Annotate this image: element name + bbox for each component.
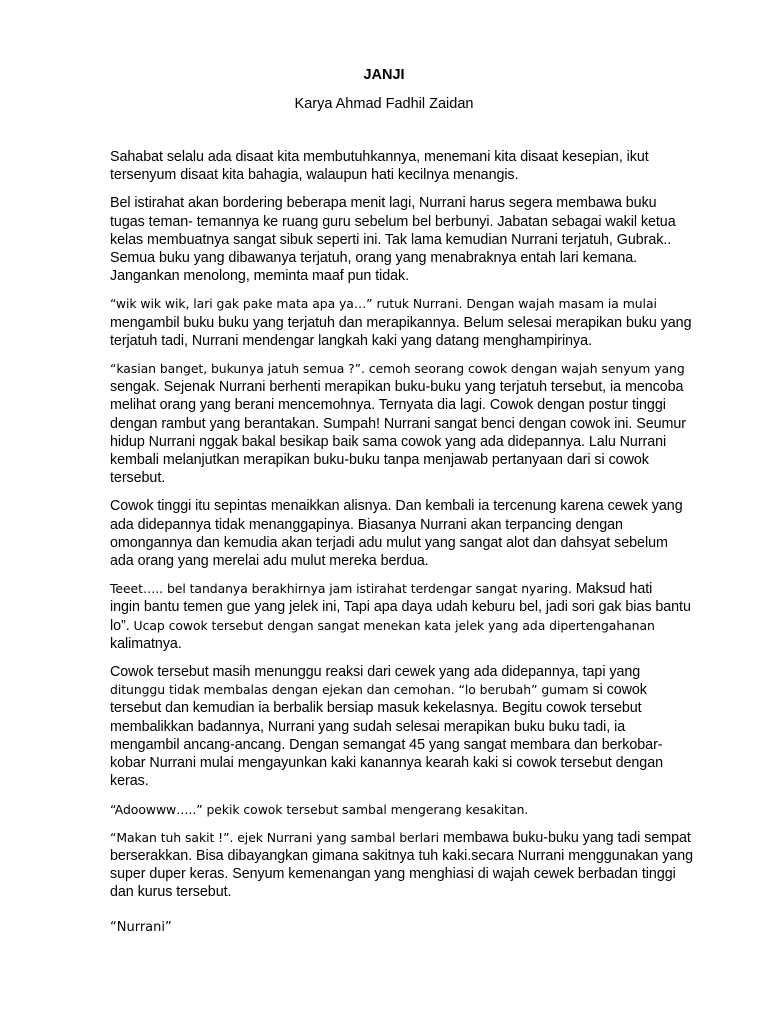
text-fragment: si cowok [588,682,647,699]
text-line [110,617,670,635]
text-line: terjatuh tadi, Nurrani mendengar langkah kaki yang datang menghampirinya. [110,332,592,349]
text-line: ingin bantu temen gue yang jelek ini, Tapi apa daya udah keburu bel, jadi sori gak bias bantu [110,599,691,616]
text-line: dan kurus tersebut. [110,884,232,901]
text-line: tersebut dan kemudian ia berbalik bersiap masuk kekelasnya. Begitu cowok tersebut [110,700,642,717]
paragraph-4 [110,360,686,487]
text-line: super duper keras. Senyum kemenangan yang menghiasi di wajah cewek berbadan tinggi [110,866,676,883]
text-line: hidup Nurrani nggak bakal besikap baik sama cowok yang ada didepannya. Lalu Nurrani [110,433,667,450]
paragraph-5 [110,497,683,570]
text-line: Cowok tersebut masih menunggu reaksi dari cewek yang ada didepannya, tapi yang [110,664,641,681]
document-author: Karya Ahmad Fadhil Zaidan [294,96,474,112]
text-line: ada didepannya tidak menanggapinya. Biasanya Nurrani akan terpancing dengan [110,516,623,533]
text-line: mengambil buku buku yang terjatuh dan merapikannya. Belum selesai merapikan buku yang [110,314,692,331]
text-line: omongannya dan kemudia akan terjadi adu mulut yang sangat alot dan dahsyat sebelum [110,534,668,551]
paragraph-1 [110,148,670,184]
text-fragment: Teeet….. bel tandanya berakhirnya jam istirahat terdengar sangat nyaring. [110,581,572,597]
text-fragment: ditunggu tidak membalas dengan ejekan dan cemohan. “lo berubah” gumam [110,682,589,698]
text-line: tersebut. [110,470,166,487]
text-line: Bel istirahat akan bordering beberapa menit lagi, Nurrani harus segera membawa buku [110,195,657,212]
document-body [110,148,694,912]
text-line [110,829,691,847]
text-line: ada orang yang merelai adu mulut mereka berdua. [110,553,429,570]
text-fragment: “Makan tuh sakit !”. ejek Nurrani yang sambal berlari [110,829,440,845]
text-line: Semua buku yang dibawanya terjatuh, orang yang menabraknya entah lari kemana. [110,250,638,267]
text-line: melihat orang yang berani mencemohnya. Ternyata dia lagi. Cowok dengan postur tinggi [110,397,666,414]
paragraph-7 [110,663,670,790]
text-line: Jangankan menolong, meminta maaf pun tidak. [110,268,410,285]
text-line: membalikkan badannya, Nurrani yang sudah selesai merapikan buku buku tadi, ia [110,718,626,735]
paragraph-8 [110,801,670,819]
text-fragment: Maksud hati [571,581,653,598]
text-line: keras. [110,773,149,790]
text-line: sengak. Sejenak Nurrani berhenti merapikan buku-buku yang terjatuh tersebut, ia mencoba [110,379,684,396]
text-line [110,681,670,699]
text-line: berserakkan. Bisa dibayangkan gimana sakitnya tuh kaki.secara Nurrani menggunakan yang [110,847,694,864]
text-fragment: membawa buku-buku yang tadi sempat [439,829,691,846]
text-line: kembali melanjutkan merapikan buku-buku tanpa menjawab pertanyaan dari si cowok [110,452,649,469]
text-fragment: lo”. [110,617,130,634]
signature: “Nurrani” [110,920,172,935]
text-line: Sahabat selalu ada disaat kita membutuhkannya, menemani kita disaat kesepian, ikut [110,149,649,165]
paragraph-2 [110,194,676,285]
text-line: mengambil ancang-ancang. Dengan semangat 45 yang sangat membara dan berkobar- [110,736,663,753]
text-line: tersenyum disaat kita bahagia, walaupun hati kecilnya menangis. [110,167,519,184]
text-line: Cowok tinggi itu sepintas menaikkan alisnya. Dan kembali ia tercenung karena cewek yang [110,498,683,515]
text-line: kelas membuatnya sangat sibuk seperti ini. Tak lama kemudian Nurrani terjatuh, Gubrak.. [110,231,672,248]
text-line: “Adoowww…..” pekik cowok tersebut sambal mengerang kesakitan. [110,801,529,817]
text-line: tugas teman- temannya ke ruang guru sebelum bel berbunyi. Jabatan sebagai wakil ketua [110,213,676,230]
text-line: “wik wik wik, lari gak pake mata apa ya…” rutuk Nurrani. Dengan wajah masam ia mulai [110,296,657,312]
text-line: kalimatnya. [110,635,182,652]
text-line [110,580,670,598]
document-title: JANJI [363,67,405,83]
text-fragment: Ucap cowok tersebut dengan sangat menekan kata jelek yang ada dipertengahanan [129,617,655,633]
paragraph-6 [110,580,691,653]
text-line: “kasian banget, bukunya jatuh semua ?”. cemoh seorang cowok dengan wajah senyum yang [110,361,685,377]
text-line: dengan rambut yang berantakan. Sumpah! Nurrani sangat benci dengan cowok ini. Seumur [110,415,686,432]
text-line: kobar Nurrani mulai mengayunkan kaki kanannya kearah kaki si cowok tersebut dengan [110,755,663,772]
paragraph-3 [110,295,692,350]
paragraph-9 [110,829,694,902]
